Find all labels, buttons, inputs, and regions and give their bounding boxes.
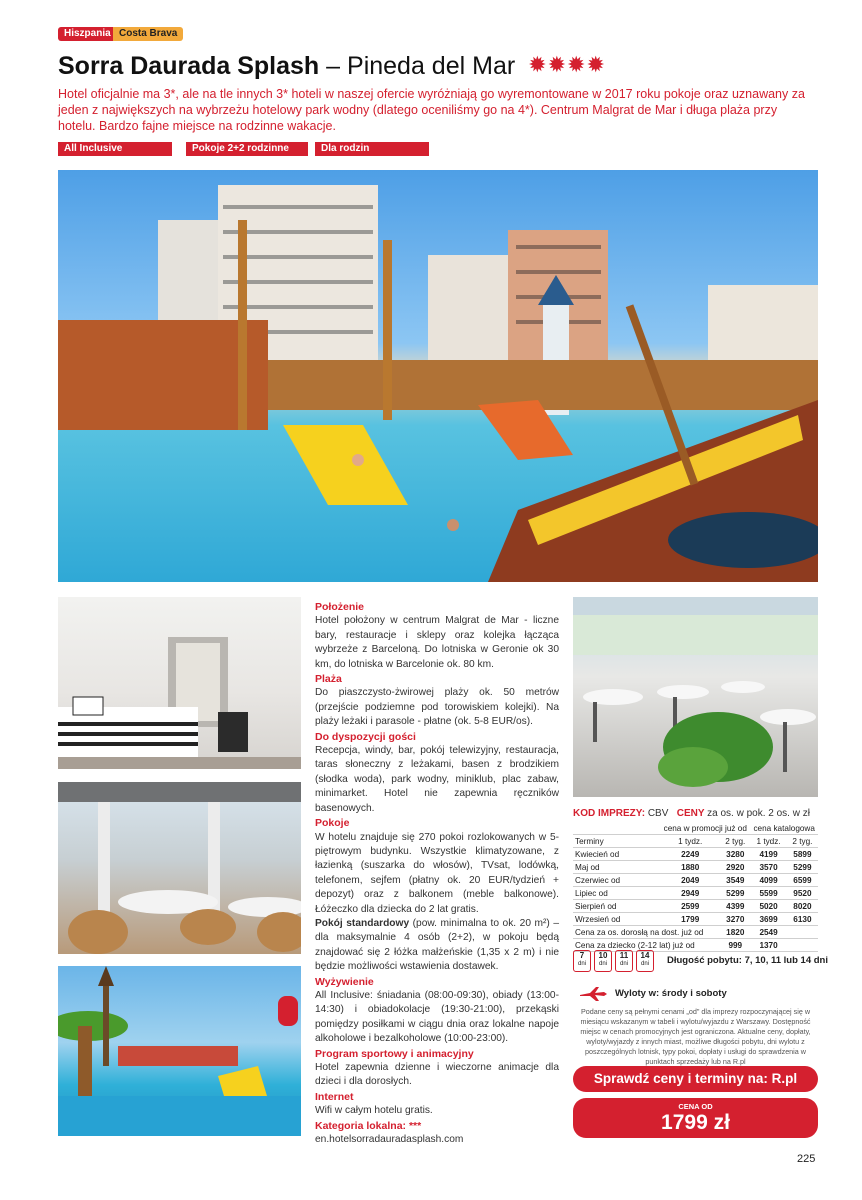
check-prices-button[interactable]: Sprawdź ceny i terminy na: R.pl: [573, 1066, 818, 1092]
column-1week-catalog: 1 tydz.: [750, 835, 786, 848]
event-code-label: KOD IMPREZY:: [573, 808, 646, 819]
price-cell: 3270: [720, 913, 750, 926]
region-tag: Costa Brava: [113, 27, 183, 41]
column-2weeks: 2 tyg.: [720, 835, 750, 848]
stay-11-days-icon: 11 dni: [615, 950, 633, 972]
price-cell: 5299: [720, 887, 750, 900]
section-text-location: Hotel położony w centrum Malgrat de Mar - liczne bary, restauracje i sklepy oraz kolejka łącząca wybrzeże z Barceloną. Do lotniska w Geronie ok 30 km, do lotniska w Barcelonie ok. 80 km.: [315, 615, 559, 670]
price-cell: 5020: [750, 900, 786, 913]
flight-days: Wyloty w: środy i soboty: [615, 988, 727, 999]
price-cell: 1880: [660, 861, 720, 874]
table-column-header: [573, 835, 818, 848]
section-text-program: Hotel zapewnia dzienne i wieczorne animacje dla dzieci i dla dorosłych.: [315, 1062, 559, 1088]
country-tag: Hiszpania: [58, 27, 117, 41]
section-text-facilities: Recepcja, windy, bar, pokój telewizyjny, restauracja, taras słoneczny z leżakami, basen z brodzikiem (słodka woda), park wodny, miniklub, plac zabaw, minimarket. Hotel nie zapewnia ręczników basenowych.: [315, 745, 559, 814]
section-text-beach: Do piaszczysto-żwirowej plaży ok. 50 metrów (przejście podziemne pod torowiskiem kolejki). Na plaży leżaki i parasole - płatne (ok. 5-8 EUR/os).: [315, 687, 559, 728]
section-title-location: Położenie: [315, 601, 365, 613]
price-cell: 2249: [660, 848, 720, 861]
event-code: CBV: [647, 808, 669, 819]
price-cell: 4199: [750, 848, 786, 861]
feature-all-inclusive: All Inclusive: [58, 142, 172, 156]
month-cell: Lipiec od: [573, 887, 660, 900]
price-cell: 5299: [787, 861, 818, 874]
stay-10-days-icon: 10 dni: [594, 950, 612, 972]
price-cell: 2049: [660, 874, 720, 887]
promo-price-header: cena w promocji już od: [660, 822, 750, 835]
restaurant-hall-photo: [573, 597, 818, 797]
price-cell: 4099: [750, 874, 786, 887]
price-from-label: CENA OD: [678, 1102, 713, 1111]
section-title-meals: Wyżywienie: [315, 975, 374, 988]
price-cell: 6130: [787, 913, 818, 926]
price-cell: 2549: [750, 926, 786, 939]
price-cell: 2599: [660, 900, 720, 913]
hotel-intro: Hotel oficjalnie ma 3*, ale na tle innych 3* hoteli w naszej ofercie wyróżniają go wyremontowane w 2017 roku pokoje oraz uznawany za jeden z największych na wybrzeżu hotelowy park wodny (dlatego oceniliśmy go na 4*). Centrum Malgrat de Mar i długa plaża przy hotelu. Bardzo fajne miejsce na rodzinne wakacje.: [58, 87, 805, 133]
section-text-internet: Wifi w całym hotelu gratis.: [315, 1105, 433, 1117]
month-cell: Sierpień od: [573, 900, 660, 913]
table-row: [573, 900, 818, 913]
table-row: [573, 913, 818, 926]
section-title-facilities: Do dyspozycji gości: [315, 730, 416, 743]
price-cell: 9520: [787, 887, 818, 900]
price-disclaimer: Podane ceny są pełnymi cenami „od" dla imprezy rozpoczynającej się w miesiącu wskazanym w tabeli i wylotu/wyjazdu z Warszawy. Dostępność miejsc w cenach promocyjnych jest ograniczona. Aktualne ceny, dopłaty, wyloty/wyjazdy z innych miast, możliwe długości pobytu, dni wylotu z poszczególnych lotnisk, typy pokoi, dopłaty i usługi do sprawdzenia w punktach sprzedaży lub na R.pl: [580, 1007, 811, 1066]
extra-label-cell: Cena za os. dorosłą na dost. już od: [573, 926, 720, 939]
hotel-title: [58, 52, 606, 81]
plane-icon: [578, 986, 608, 1002]
price-cell: 3280: [720, 848, 750, 861]
price-cell: 3570: [750, 861, 786, 874]
room-photo: [58, 597, 301, 769]
table-row: [573, 848, 818, 861]
price-cell: 1370: [750, 939, 786, 952]
price-cell: 5899: [787, 848, 818, 861]
hotel-website-link[interactable]: en.hotelsorradauradasplash.com: [315, 1134, 464, 1146]
feature-for-families: Dla rodzin: [315, 142, 429, 156]
price-cell: 3549: [720, 874, 750, 887]
standard-room-description: [315, 917, 559, 975]
table-row: [573, 926, 818, 939]
page-number: 225: [797, 1153, 816, 1165]
prices-label: CENY: [676, 808, 705, 819]
column-terms: Terminy: [573, 835, 660, 848]
section-title-rooms: Pokoje: [315, 817, 350, 830]
section-title-beach: Plaża: [315, 673, 342, 686]
section-text-meals: All Inclusive: śniadania (08:00-09:30), obiady (13:00-14:30) i obiadokolacje (19:30-21:00), przekąski pomiędzy posiłkami w ciągu dnia oraz lokalne napoje alkoholowe i bezalkoholowe (10:00-23:00).: [315, 989, 559, 1045]
price-cell: 1820: [720, 926, 750, 939]
price-cell: 1799: [660, 913, 720, 926]
price-from-badge: [573, 1098, 818, 1138]
section-text-rooms: W hotelu znajduje się 270 pokoi rozlokowanych w 5-piętrowym budynku. Wszystkie klimatyzowane, z łazienką (suszarka do włosów), TVsat, lodówką, telefonem, sejfem (płatny ok. 20 EUR/tydzień + depozyt) oraz z balkonem (meble balkonowe). Łóżeczko dla dziecka do 2 lat gratis.: [315, 831, 559, 915]
month-cell: Maj od: [573, 861, 660, 874]
table-row: [573, 861, 818, 874]
waterpark-pool-photo: [58, 966, 301, 1136]
table-group-header: [573, 822, 818, 835]
stay-length-label: Długość pobytu: 7, 10, 11 lub 14 dni: [667, 955, 829, 966]
extra-label-cell: Cena za dziecko (2-12 lat) już od: [573, 939, 720, 952]
table-row: [573, 874, 818, 887]
column-2weeks-catalog: 2 tyg.: [787, 835, 818, 848]
catalog-price-header: cena katalogowa: [750, 822, 818, 835]
table-row: [573, 887, 818, 900]
month-cell: Wrzesień od: [573, 913, 660, 926]
month-cell: Kwiecień od: [573, 848, 660, 861]
price-cell: 4399: [720, 900, 750, 913]
standard-room-text: (pow. minimalna to ok. 20 m²) – dla maksymalnie 4 osób (2+2), w pokoju będą znajdować się 2 łóżka małżeńskie (1,35 x 2 m) i nie będzie możliwości wstawienia dostawek.: [315, 917, 559, 973]
price-header: [573, 808, 818, 819]
price-from-value: 1799 zł: [661, 1111, 730, 1134]
section-title-internet: Internet: [315, 1090, 354, 1103]
hero-waterpark-photo: [58, 170, 818, 582]
stay-14-days-icon: 14 dni: [636, 950, 654, 972]
price-section: [573, 808, 818, 952]
price-cell: 5599: [750, 887, 786, 900]
section-title-program: Program sportowy i animacyjny: [315, 1047, 474, 1060]
restaurant-terrace-photo: [58, 782, 301, 954]
stay-7-days-icon: 7 dni: [573, 950, 591, 972]
price-table: [573, 822, 818, 952]
prices-note: za os. w pok. 2 os. w zł: [707, 808, 810, 819]
hotel-name: Sorra Daurada Splash: [58, 52, 320, 80]
price-cell: 2920: [720, 861, 750, 874]
price-cell: 2949: [660, 887, 720, 900]
price-cell: 6599: [787, 874, 818, 887]
column-1week: 1 tydz.: [660, 835, 720, 848]
price-cell: 3699: [750, 913, 786, 926]
standard-room-label: Pokój standardowy: [315, 917, 410, 929]
price-cell: 999: [720, 939, 750, 952]
sun-rating-icon: ✹✹✹✹: [528, 52, 606, 77]
feature-family-rooms: Pokoje 2+2 rodzinne: [186, 142, 308, 156]
hotel-description: [315, 600, 559, 1147]
hotel-location: – Pineda del Mar: [326, 52, 516, 80]
month-cell: Czerwiec od: [573, 874, 660, 887]
price-cell: 8020: [787, 900, 818, 913]
section-title-category: Kategoria lokalna: ***: [315, 1119, 422, 1132]
